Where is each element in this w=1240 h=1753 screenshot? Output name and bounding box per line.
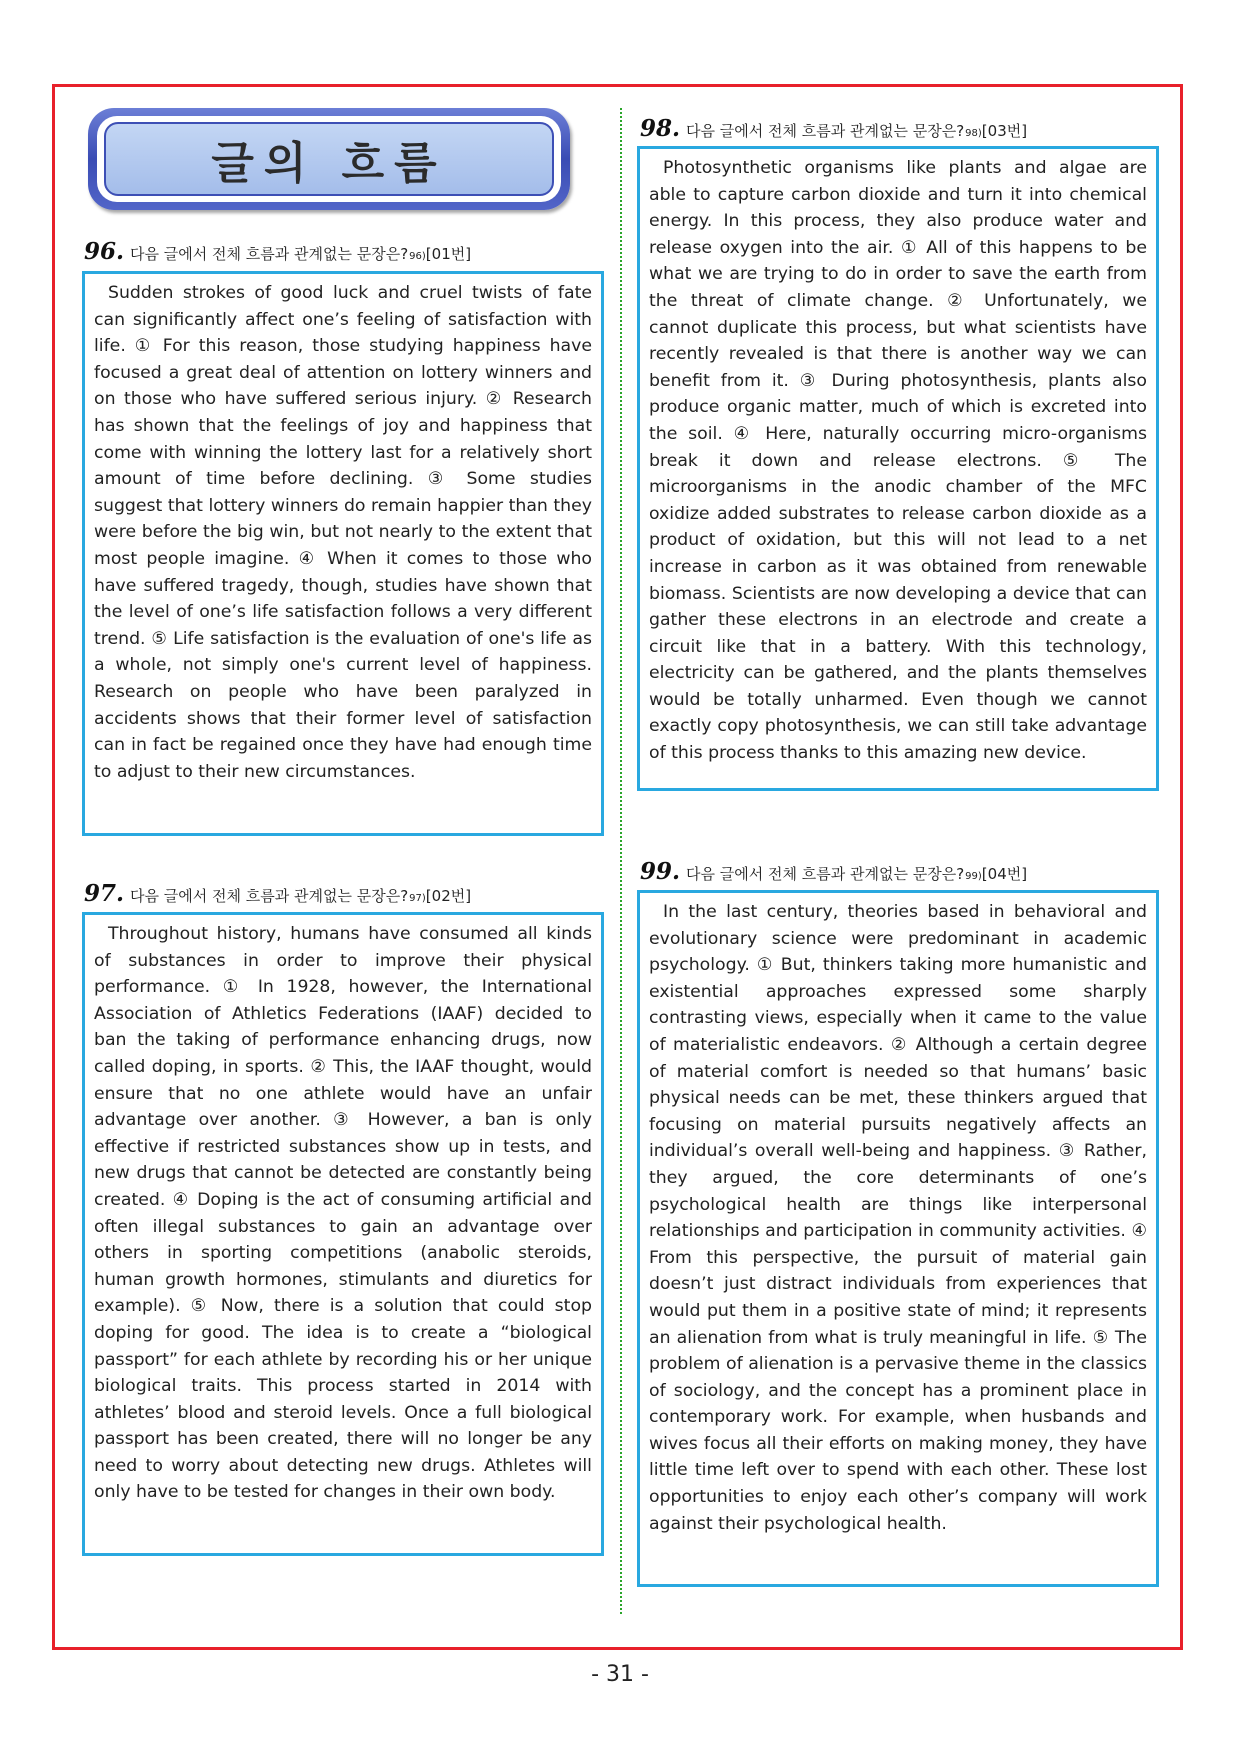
question-98-passage: Photosynthetic organisms like plants and algae are able to capture carbon dioxide and turn it into chemical energy. In this process, they also produce water and release oxygen into the air. ① All of this happens to be what we are trying to do in order to save the earth from the threat of climate change. ② Unfortunately, we cannot duplicate this process, but what scientists have recently revealed is that there is another way we can benefit from it. ③ During photosynthesis, plants also produce organic matter, much of which is excreted into the soil. ④ Here, naturally occurring micro-organisms break it down and release electrons. ⑤ The microorganisms in the anodic chamber of the MFC oxidize added substrates to release carbon dioxide as a product of oxidation, but this will not lead to a net increase in carbon as it was obtained from renewable biomass. Scientists are now developing a device that can gather these electrons in an electrode and create a circuit like that in a battery. With this technology, electricity can be gathered, and the plants themselves would be totally unharmed. Even though we cannot exactly copy photosynthesis, we can still take advantage of this process thanks to this amazing new device. (649, 158, 1147, 764)
question-98-header (640, 115, 1027, 142)
question-97-passage: Throughout history, humans have consumed all kinds of substances in order to improve their physical performance. ① In 1928, however, the International Association of Athletics Federations (IAAF) decided to ban the taking of performance enhancing drugs, now called doping, in sports. ② This, the IAAF thought, would ensure that no one athlete would have an unfair advantage over another. ③ However, a ban is only effective if restricted substances show up in tests, and new drugs that cannot be detected are constantly being created. ④ Doping is the act of consuming artificial and often illegal substances to gain an advantage over others in sporting competitions (anabolic steroids, human growth hormones, stimulants and diuretics for example). ⑤ Now, there is a solution that could stop doping for good. The idea is to create a “biological passport” for each athlete by recording his or her unique biological traits. This process started in 2014 with athletes’ blood and steroid levels. Once a full biological passport has been created, there will no longer be any need to worry about detecting new drugs. Athletes will only have to be tested for changes in their own body. (94, 924, 592, 1503)
question-96-passage: Sudden strokes of good luck and cruel twists of fate can significantly affect one’s feeling of satisfaction with life. ① For this reason, those studying happiness have focused a great deal of attention on lottery winners and on those who have suffered serious injury. ② Research has shown that the feelings of joy and happiness that come with winning the lottery last for a relatively short amount of time before declining. ③ Some studies suggest that lottery winners do remain happier than they were before the big win, but not nearly to the extent that most people imagine. ④ When it comes to those who have suffered tragedy, though, studies have shown that the level of one’s life satisfaction follows a very different trend. ⑤ Life satisfaction is the evaluation of one's life as a whole, not simply one's current level of happiness. Research on people who have been paralyzed in accidents shows that their former level of satisfaction can in fact be regained once they have had enough time to adjust to their new circumstances. (94, 283, 592, 782)
question-98-passage-box (637, 146, 1159, 791)
footnote-ref: 99) (965, 871, 982, 882)
question-97-passage-box (82, 912, 604, 1556)
footnote-ref: 97) (409, 893, 426, 904)
page-number: - 31 - (591, 1662, 649, 1687)
question-96-header (84, 238, 471, 265)
question-prompt: 다음 글에서 전체 흐름과 관계없는 문장은? (686, 865, 965, 883)
question-number: 97. (84, 880, 125, 907)
question-number: 96. (84, 238, 125, 265)
banner-inner (104, 122, 554, 196)
question-99-passage-box (637, 890, 1159, 1587)
question-96-passage-box (82, 271, 604, 836)
question-97-header (84, 880, 471, 907)
question-number: 99. (640, 858, 681, 885)
question-99-header (640, 858, 1027, 885)
question-prompt: 다음 글에서 전체 흐름과 관계없는 문장은? (130, 887, 409, 905)
question-code: [02번] (425, 887, 472, 905)
question-code: [04번] (981, 865, 1028, 883)
question-code: [01번] (425, 245, 472, 263)
section-banner (88, 108, 570, 210)
question-code: [03번] (981, 122, 1028, 140)
footnote-ref: 96) (409, 251, 426, 262)
footnote-ref: 98) (965, 128, 982, 139)
banner-title: 글의 흐름 (211, 138, 447, 189)
question-number: 98. (640, 115, 681, 142)
question-prompt: 다음 글에서 전체 흐름과 관계없는 문장은? (686, 122, 965, 140)
column-divider (620, 108, 622, 1614)
question-99-passage: In the last century, theories based in behavioral and evolutionary science were predominant in academic psychology. ① But, thinkers taking more humanistic and existential approaches expressed some sharply contrasting views, especially when it came to the value of materialistic endeavors. ② Although a certain degree of material comfort is needed so that humans’ basic physical needs can be met, these thinkers argued that focusing on material pursuits negatively affects an individual’s overall well-being and happiness. ③ Rather, they argued, the core determinants of one’s psychological health are things like interpersonal relationships and participation in community activities. ④ From this perspective, the pursuit of material gain doesn’t just distract individuals from experiences that would put them in a positive state of mind; it represents an alienation from what is truly meaningful in life. ⑤ The problem of alienation is a pervasive theme in the classics of sociology, and the concept has a prominent place in contemporary work. For example, when husbands and wives focus all their efforts on making money, they have little time left over to spend with each other. These lost opportunities to enjoy each other’s company will work against their psychological health. (649, 902, 1147, 1534)
question-prompt: 다음 글에서 전체 흐름과 관계없는 문장은? (130, 245, 409, 263)
